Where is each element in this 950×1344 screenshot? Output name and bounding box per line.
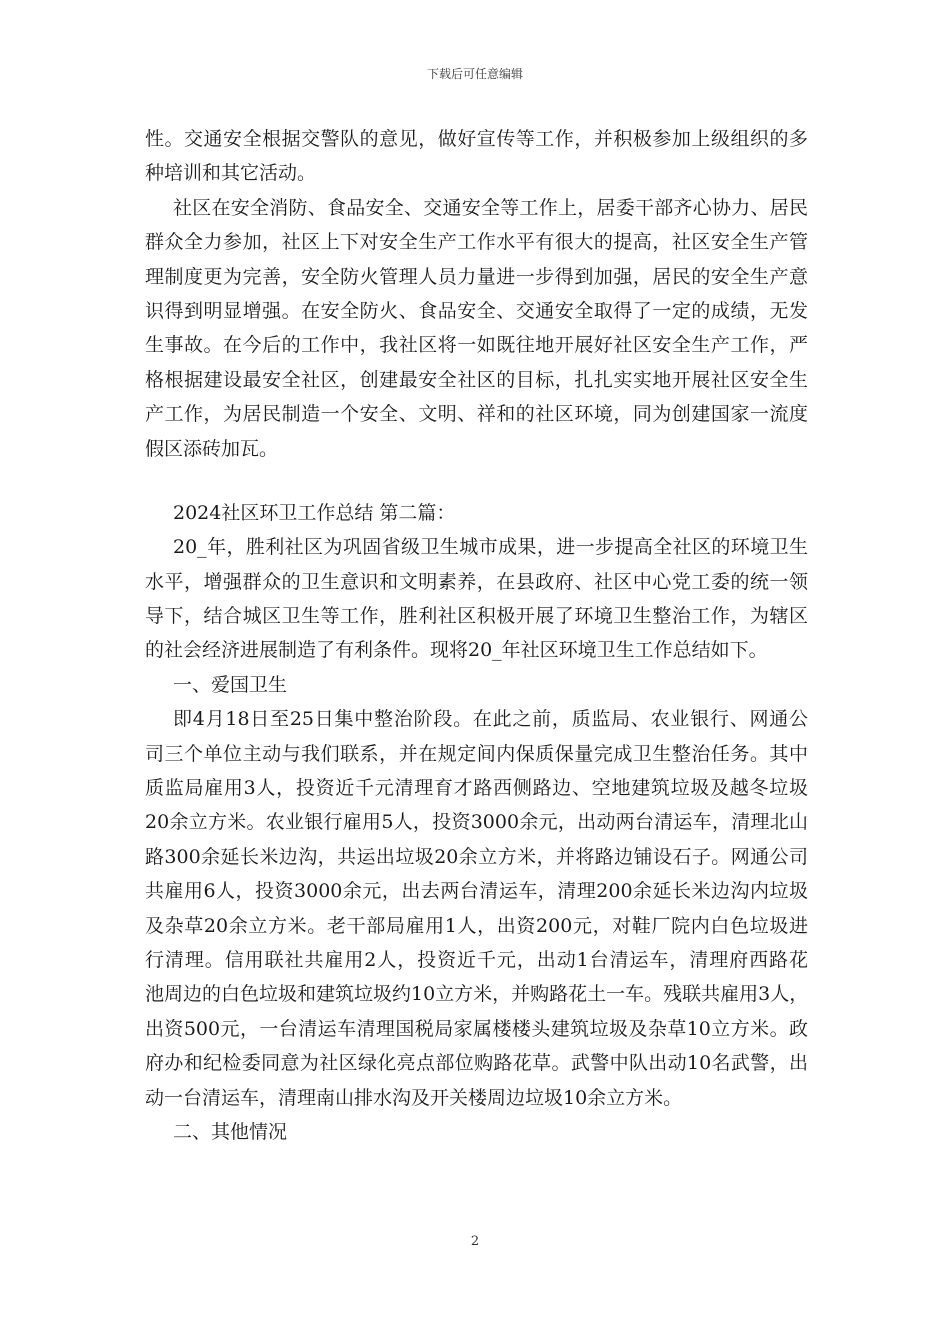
text-line: 出资500元，一台清运车清理国税局家属楼楼头建筑垃圾及杂草10立方米。政: [145, 1017, 808, 1040]
text-line: 行清理。信用联社共雇用2人，投资近千元，出动1台清运车，清理府西路花: [145, 948, 808, 971]
text-line: 共雇用6人，投资3000余元，出去两台清运车，清理200余延长米边沟内垃圾: [145, 880, 808, 903]
text-line: 社区在安全消防、食品安全、交通安全等工作上，居委干部齐心协力、居民: [173, 196, 808, 219]
text-line: 动一台清运车，清理南山排水沟及开关楼周边垃圾10余立方米。: [145, 1086, 683, 1109]
text-line: 水平，增强群众的卫生意识和文明素养，在县政府、社区中心党工委的统一领: [145, 570, 808, 593]
paragraph-spacer: [145, 466, 808, 496]
text-line: 路300余延长米边沟，共运出垃圾20余立方米，并将路边铺设石子。网通公司: [145, 845, 808, 868]
text-line: 及杂草20余立方米。老干部局雇用1人，出资200元，对鞋厂院内白色垃圾进: [145, 914, 808, 937]
page-number: 2: [470, 1234, 480, 1249]
text-line: 格根据建设最安全社区，创建最安全社区的目标，扎扎实实地开展社区安全生: [145, 368, 808, 391]
text-line: 理制度更为完善，安全防火管理人员力量进一步得到加强，居民的安全生产意: [145, 265, 808, 288]
text-line: 群众全力参加，社区上下对安全生产工作水平有很大的提高，社区安全生产管: [145, 231, 808, 254]
text-line: 假区添砖加瓦。: [145, 437, 279, 460]
text-line: 识得到明显增强。在安全防火、食品安全、交通安全取得了一定的成绩，无发: [145, 299, 808, 322]
text-line: 司三个单位主动与我们联系，并在规定间内保质保量完成卫生整治任务。其中: [145, 742, 808, 765]
text-line: 生事故。在今后的工作中，我社区将一如既往地开展好社区安全生产工作，严: [145, 334, 808, 357]
text-line: 20_年，胜利社区为巩固省级卫生城市成果，进一步提高全社区的环境卫生: [173, 536, 808, 559]
text-line: 的社会经济进展制造了有利条件。现将20_年社区环境卫生工作总结如下。: [145, 639, 768, 662]
text-line: 产工作，为居民制造一个安全、文明、祥和的社区环境，同为创建国家一流度: [145, 403, 808, 426]
page-header-note: 下载后可任意编辑: [426, 67, 523, 81]
subheading: 二、其他情况: [173, 1120, 288, 1143]
text-line: 20余立方米。农业银行雇用5人，投资3000余元，出动两台清运车，清理北山: [145, 811, 808, 834]
text-line: 即4月18日至25日集中整治阶段。在此之前，质监局、农业银行、网通公: [173, 708, 808, 731]
text-line: 导下，结合城区卫生等工作，胜利社区积极开展了环境卫生整治工作，为辖区: [145, 605, 808, 628]
subheading: 一、爱国卫生: [173, 673, 288, 696]
text-line: 府办和纪检委同意为社区绿化亮点部位购路花草。武警中队出动10名武警，出: [145, 1052, 808, 1075]
document-body: [145, 122, 808, 1149]
text-line: 池周边的白色垃圾和建筑垃圾约10立方米，并购路花土一车。残联共雇用3人，: [145, 983, 808, 1006]
section-title: 2024社区环卫工作总结 第二篇：: [173, 501, 456, 524]
text-line: 性。交通安全根据交警队的意见，做好宣传等工作，并积极参加上级组织的多: [145, 128, 808, 150]
text-line: 质监局雇用3人，投资近千元清理育才路西侧路边、空地建筑垃圾及越冬垃圾: [145, 777, 808, 800]
text-line: 种培训和其它活动。: [145, 162, 317, 185]
